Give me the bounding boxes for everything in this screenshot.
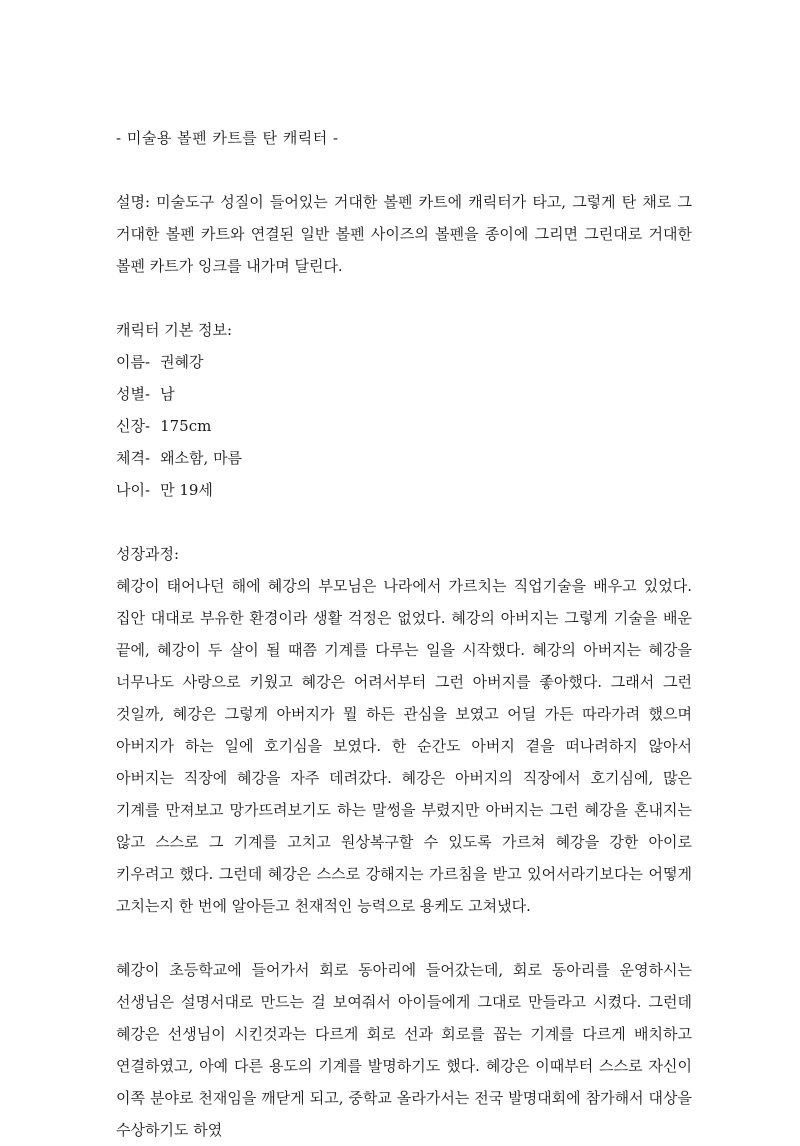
info-label: 체격- (116, 449, 151, 467)
description-paragraph: 설명: 미술도구 성질이 들어있는 거대한 볼펜 카트에 캐릭터가 타고, 그렇게 탄 채로 그 거대한 볼펜 카트와 연결된 일반 볼펜 사이즈의 볼펜을 종이에 그리면 그린대로 거대한 볼펜 카트가 잉크를 내가며 달린다. (116, 193, 692, 275)
spacer (116, 282, 692, 314)
growth-paragraph-1: 혜강이 태어나던 해에 혜강의 부모님은 나라에서 가르치는 직업기술을 배우고 있었다. 집안 대대로 부유한 환경이라 생활 걱정은 없었다. 혜강의 아버지는 그렇게 기술을 배운 끝에, 혜강이 두 살이 될 때쯤 기계를 다루는 일을 시작했다. 혜강의 아버지는 혜강을 너무나도 사랑으로 키웠고 혜강은 어려서부터 그런 아버지를 좋아했다. 그래서 그런 것일까, 혜강은 그렇게 아버지가 뭘 하든 관심을 보였고 어딜 가든 따라가려 했으며 아버지가 하는 일에 호기심을 보였다. 한 순간도 아버지 곁을 떠나려하지 않아서 아버지는 직장에 혜강을 자주 데려갔다. 혜강은 아버지의 직장에서 호기심에, 많은 기계를 만져보고 망가뜨려보기도 하는 말썽을 부렸지만 아버지는 그런 혜강을 혼내지는 않고 스스로 그 기계를 고치고 원상복구할 수 있도록 가르쳐 혜강을 강한 아이로 키우려고 했다. 그런데 혜강은 스스로 강해지는 가르침을 받고 있어서라기보다는 어떻게 고치는지 한 번에 알아듣고 천재적인 능력으로 용케도 고쳐냈다. (116, 577, 692, 915)
info-value: 만 19세 (160, 481, 213, 499)
info-label: 신장- (116, 417, 151, 435)
document-title: - 미술용 볼펜 카트를 탄 캐릭터 - (116, 129, 339, 147)
basic-info-heading: 캐릭터 기본 정보: (116, 321, 233, 339)
spacer (116, 154, 692, 186)
info-value: 남 (160, 385, 175, 403)
info-value: 권혜강 (160, 353, 204, 371)
growth-heading: 성장과정: (116, 545, 180, 563)
info-row-age (116, 474, 692, 506)
spacer (116, 506, 692, 538)
spacer (116, 922, 692, 954)
info-label: 이름- (116, 353, 151, 371)
document-body (116, 122, 692, 1146)
info-value: 175cm (160, 417, 212, 435)
info-value: 왜소함, 마름 (160, 449, 243, 467)
info-label: 성별- (116, 385, 151, 403)
info-row-height (116, 410, 692, 442)
info-row-build (116, 442, 692, 474)
info-label: 나이- (116, 481, 151, 499)
info-row-name (116, 346, 692, 378)
info-row-gender (116, 378, 692, 410)
growth-paragraph-2: 혜강이 초등학교에 들어가서 회로 동아리에 들어갔는데, 회로 동아리를 운영하시는 선생님은 설명서대로 만드는 걸 보여줘서 아이들에게 그대로 만들라고 시켰다. 그런데 혜강은 선생님이 시킨것과는 다르게 회로 선과 회로를 꼽는 기계를 다르게 배치하고 연결하였고, 아예 다른 용도의 기계를 발명하기도 했다. 혜강은 이때부터 스스로 자신이 이쪽 분야로 천재임을 깨닫게 되고, 중학교 올라가서는 전국 발명대회에 참가해서 대상을 수상하기도 하였 (116, 961, 692, 1139)
